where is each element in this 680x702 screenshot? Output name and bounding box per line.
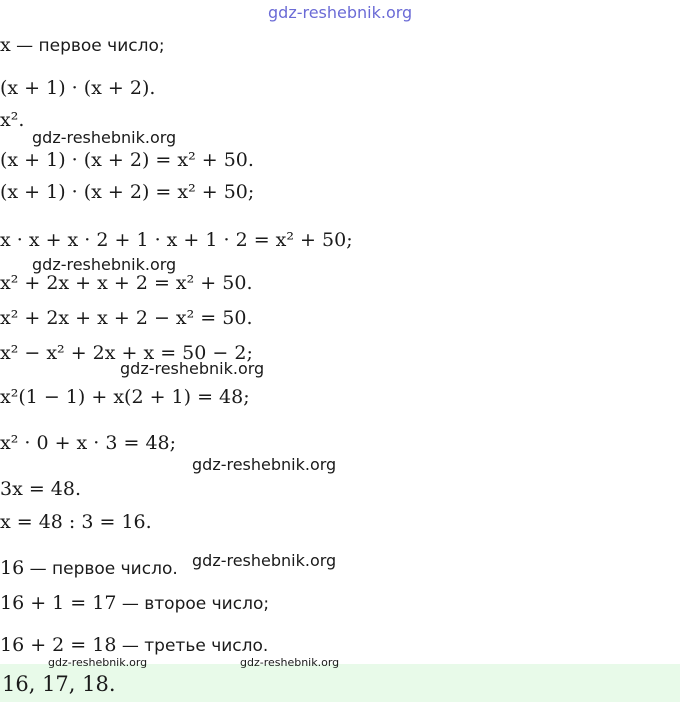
line-14 bbox=[0, 556, 178, 581]
line-4: (x + 1) · (x + 2) = x² + 50. bbox=[0, 149, 254, 171]
line-3: x². bbox=[0, 109, 25, 131]
watermark-6: gdz-reshebnik.org bbox=[48, 656, 148, 669]
watermark-1: gdz-reshebnik.org bbox=[32, 128, 177, 147]
answer-value: 16, 17, 18. bbox=[2, 672, 116, 696]
line-14-math: 16 bbox=[0, 557, 25, 579]
line-10: x²(1 − 1) + x(2 + 1) = 48; bbox=[0, 386, 250, 408]
line-1 bbox=[0, 33, 165, 58]
watermark-3: gdz-reshebnik.org bbox=[120, 359, 265, 378]
line-9: x² − x² + 2x + x = 50 − 2; bbox=[0, 342, 253, 364]
answer-box bbox=[0, 664, 680, 702]
line-14-text: — первое число. bbox=[24, 559, 178, 579]
line-16-text: — третье число. bbox=[116, 636, 269, 656]
watermark-7: gdz-reshebnik.org bbox=[240, 656, 340, 669]
line-11: x² · 0 + x · 3 = 48; bbox=[0, 432, 177, 454]
line-15 bbox=[0, 591, 269, 616]
line-16-math: 16 + 2 = 18 bbox=[0, 634, 117, 656]
line-7: x² + 2x + x + 2 = x² + 50. bbox=[0, 272, 253, 294]
line-5: (x + 1) · (x + 2) = x² + 50; bbox=[0, 181, 255, 203]
line-8: x² + 2x + x + 2 − x² = 50. bbox=[0, 307, 253, 329]
line-1-math: x bbox=[0, 34, 11, 56]
line-1-text: — первое число; bbox=[10, 36, 165, 56]
line-16 bbox=[0, 633, 268, 658]
watermark-4: gdz-reshebnik.org bbox=[192, 455, 337, 474]
watermark-top: gdz-reshebnik.org bbox=[268, 3, 413, 22]
line-15-math: 16 + 1 = 17 bbox=[0, 592, 117, 614]
line-2: (x + 1) · (x + 2). bbox=[0, 77, 156, 99]
line-13: x = 48 : 3 = 16. bbox=[0, 511, 152, 533]
watermark-2: gdz-reshebnik.org bbox=[32, 255, 177, 274]
line-6: x · x + x · 2 + 1 · x + 1 · 2 = x² + 50; bbox=[0, 229, 353, 251]
line-12: 3x = 48. bbox=[0, 478, 82, 500]
watermark-5: gdz-reshebnik.org bbox=[192, 551, 337, 570]
line-15-text: — второе число; bbox=[116, 594, 270, 614]
